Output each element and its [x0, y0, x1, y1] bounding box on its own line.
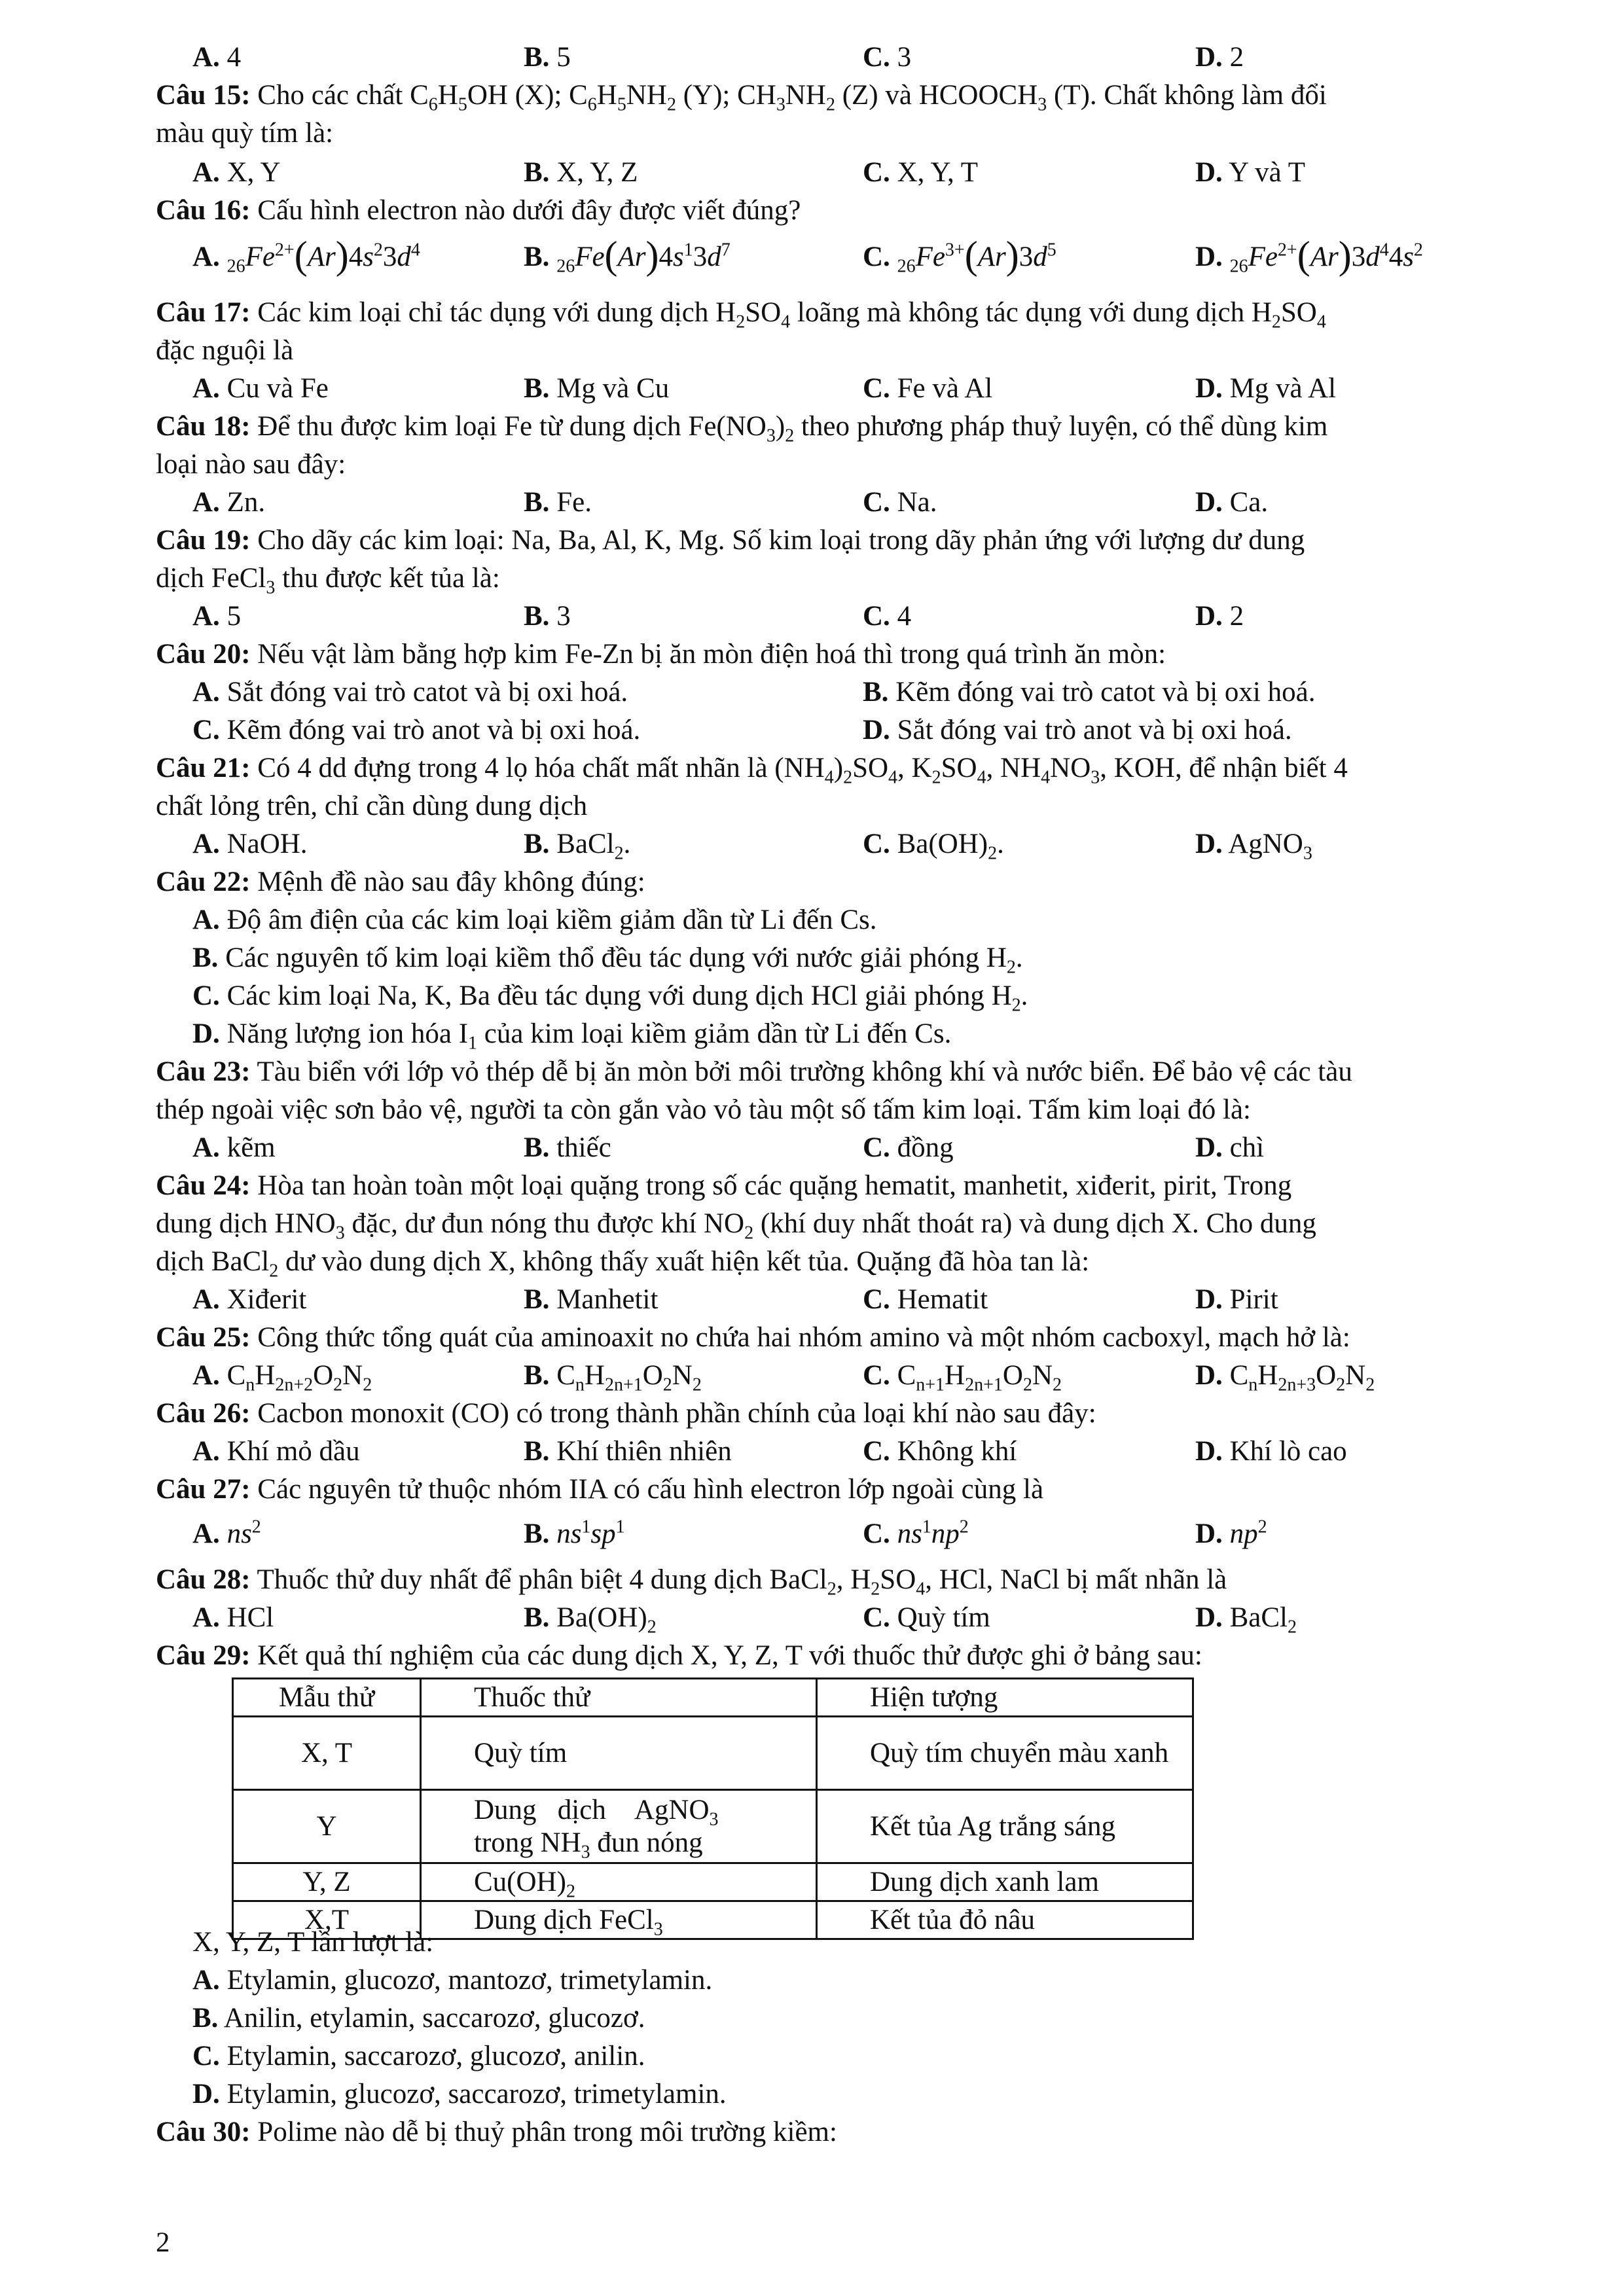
q21-option-b: B. BaCl$_2$. — [524, 829, 631, 864]
table-header: Thuốc thử — [421, 1679, 817, 1717]
q17-option-b: B. Mg và Cu — [524, 373, 670, 404]
q27-stem: Câu 27: Các nguyên tử thuộc nhóm IIA có cấu hình electron lớp ngoài cùng là — [156, 1474, 1044, 1505]
q16-stem: Câu 16: Cấu hình electron nào dưới đây được viết đúng? — [156, 195, 801, 226]
table-header: Mẫu thử — [233, 1679, 421, 1717]
q14-option-a: A. 4 — [192, 42, 242, 73]
q24-option-c: C. Hematit — [863, 1284, 988, 1315]
q25-option-b: B. $C_nH_{2n+1}O_2N_2$ — [524, 1360, 702, 1395]
q28-option-c: C. Quỳ tím — [863, 1602, 990, 1633]
q24-option-a: A. Xiđerit — [192, 1284, 307, 1315]
q14-option-b: B. 5 — [524, 42, 571, 73]
q17-option-a: A. Cu và Fe — [192, 373, 329, 404]
q28-option-d: D. BaCl$_2$ — [1195, 1602, 1297, 1638]
q26-stem: Câu 26: Cacbon monoxit (CO) có trong thành phần chính của loại khí nào sau đây: — [156, 1398, 1096, 1429]
q20-stem: Câu 20: Nếu vật làm bằng hợp kim Fe-Zn bị ăn mòn điện hoá thì trong quá trình ăn mòn: — [156, 639, 1166, 670]
table-row: Y Dung dịch AgNO$_3$ trong $NH_3$ đun nóng Kết tủa Ag trắng sáng — [233, 1790, 1193, 1863]
q28-option-a: A. HCl — [192, 1602, 274, 1633]
q21-stem-line2: chất lỏng trên, chỉ cần dùng dung dịch — [156, 791, 588, 821]
table-row: X, T Quỳ tím Quỳ tím chuyển màu xanh — [233, 1717, 1193, 1790]
q21-option-c: C. $Ba(OH)_2$. — [863, 829, 1004, 864]
q26-option-b: B. Khí thiên nhiên — [524, 1436, 732, 1467]
q15-option-c: C. X, Y, T — [863, 157, 979, 188]
q17-option-d: D. Mg và Al — [1195, 373, 1337, 404]
q29-table — [232, 1677, 1194, 1940]
q19-stem-line2: dịch FeCl$_3$ thu được kết tủa là: — [156, 563, 500, 598]
q24-option-d: D. Pirit — [1195, 1284, 1278, 1315]
q22-option-a: A. Độ âm điện của các kim loại kiềm giảm dần từ Li đến Cs. — [192, 905, 877, 935]
table-cell-reagent: Dung dịch FeCl$_3$ — [421, 1901, 817, 1939]
q27-option-c: C. $ns^1np^2$ — [863, 1516, 969, 1549]
q20-option-d: D. Sắt đóng vai trò anot và bị oxi hoá. — [863, 715, 1292, 745]
q24-stem-line3: dịch BaCl$_2$ dư vào dung dịch X, không thấy xuất hiện kết tủa. Quặng đã hòa tan là: — [156, 1246, 1090, 1282]
q25-option-a: A. $C_nH_{2n+2}O_2N_2$ — [192, 1360, 372, 1395]
q30-stem: Câu 30: Polime nào dễ bị thuỷ phân trong môi trường kiềm: — [156, 2117, 837, 2147]
table-row: Y, Z $Cu(OH)_2$ Dung dịch xanh lam — [233, 1863, 1193, 1901]
q15-option-d: D. Y và T — [1195, 157, 1306, 188]
q21-stem: Câu 21: Có 4 dd đựng trong 4 lọ hóa chất mất nhãn là $(NH_4)_2SO_4$, $K_2SO_4$, $NH_4NO_3$, KOH, để nhận biết 4 — [156, 753, 1348, 788]
table-header: Hiện tượng — [817, 1679, 1193, 1717]
q18-option-c: C. Na. — [863, 487, 937, 518]
q15-stem: Câu 15: Cho các chất $C_6H_5OH$ (X); $C_6H_5NH_2$ (Y); $CH_3NH_2$ (Z) và $HCOOCH_3$ (T). Chất không làm đổi — [156, 80, 1327, 115]
q22-option-b: B. Các nguyên tố kim loại kiềm thổ đều tác dụng với nước giải phóng $H_2$. — [192, 942, 1023, 978]
q29-option-d: D. Etylamin, glucozơ, saccarozơ, trimetylamin. — [192, 2079, 727, 2109]
q25-option-c: C. $C_{n+1}H_{2n+1}O_2N_2$ — [863, 1360, 1062, 1395]
q21-option-d: D. AgNO$_3$ — [1195, 829, 1312, 864]
q18-option-b: B. Fe. — [524, 487, 592, 518]
q29-option-b: B. Anilin, etylamin, saccarozơ, glucozơ. — [192, 2003, 645, 2034]
q27-option-d: D. $np^2$ — [1195, 1516, 1267, 1549]
table-cell-reagent: $Cu(OH)_2$ — [421, 1863, 817, 1901]
q20-option-b: B. Kẽm đóng vai trò catot và bị oxi hoá. — [863, 677, 1316, 708]
q25-stem: Câu 25: Công thức tổng quát của aminoaxit no chứa hai nhóm amino và một nhóm cacboxyl, mạch hở là: — [156, 1322, 1350, 1353]
q17-stem-line2: đặc nguội là — [156, 335, 294, 366]
q17-stem: Câu 17: Các kim loại chỉ tác dụng với dung dịch $H_2SO_4$ loãng mà không tác dụng với dung dịch $H_2SO_4$ — [156, 297, 1326, 332]
q16-option-a: A. $_{26}Fe^{2+}(Ar)4s^23d^4$ — [192, 234, 420, 277]
q16-option-b: B. $_{26}Fe(Ar)4s^13d^7$ — [524, 234, 731, 277]
q23-option-a: A. kẽm — [192, 1132, 276, 1163]
q24-stem-line2: dung dịch $HNO_3$ đặc, dư đun nóng thu được khí $NO_2$ (khí duy nhất thoát ra) và dung dịch X. Cho dung — [156, 1208, 1316, 1244]
q24-option-b: B. Manhetit — [524, 1284, 659, 1315]
q18-option-d: D. Ca. — [1195, 487, 1269, 518]
q18-stem-line2: loại nào sau đây: — [156, 449, 346, 480]
q24-stem: Câu 24: Hòa tan hoàn toàn một loại quặng trong số các quặng hematit, manhetit, xiđerit, pirit, Trong — [156, 1170, 1292, 1201]
q16-option-c: C. $_{26}Fe^{3+}(Ar)3d^5$ — [863, 234, 1056, 277]
q19-option-c: C. 4 — [863, 601, 912, 632]
q22-option-d: D. Năng lượng ion hóa $I_1$ của kim loại kiềm giảm dần từ Li đến Cs. — [192, 1018, 952, 1054]
table-cell-reagent: Dung dịch AgNO$_3$ trong $NH_3$ đun nóng — [421, 1790, 817, 1863]
q14-option-d: D. 2 — [1195, 42, 1244, 73]
q28-stem: Câu 28: Thuốc thử duy nhất để phân biệt 4 dung dịch BaCl$_2$, $H_2SO_4$, HCl, NaCl bị mất nhãn là — [156, 1564, 1227, 1600]
q20-option-a: A. Sắt đóng vai trò catot và bị oxi hoá. — [192, 677, 628, 708]
q29-option-c: C. Etylamin, saccarozơ, glucozơ, anilin. — [192, 2041, 645, 2072]
q16-option-d: D. $_{26}Fe^{2+}(Ar)3d^44s^2$ — [1195, 234, 1423, 277]
q26-option-d: D. Khí lò cao — [1195, 1436, 1347, 1467]
q26-option-a: A. Khí mỏ dầu — [192, 1436, 360, 1467]
q19-stem: Câu 19: Cho dãy các kim loại: Na, Ba, Al, K, Mg. Số kim loại trong dãy phản ứng với lượng dư dung — [156, 525, 1305, 556]
page-number: 2 — [156, 2227, 170, 2258]
q15-stem-line2: màu quỳ tím là: — [156, 118, 334, 149]
q29-stem: Câu 29: Kết quả thí nghiệm của các dung dịch X, Y, Z, T với thuốc thử được ghi ở bảng sau: — [156, 1640, 1202, 1671]
q15-option-a: A. X, Y — [192, 157, 281, 188]
q15-option-b: B. X, Y, Z — [524, 157, 638, 188]
q25-option-d: D. $C_nH_{2n+3}O_2N_2$ — [1195, 1360, 1375, 1395]
q19-option-d: D. 2 — [1195, 601, 1244, 632]
q28-option-b: B. $Ba(OH)_2$ — [524, 1602, 657, 1638]
q26-option-c: C. Không khí — [863, 1436, 1017, 1467]
q22-option-c: C. Các kim loại Na, K, Ba đều tác dụng với dung dịch HCl giải phóng $H_2$. — [192, 980, 1028, 1016]
table-row: X,T Dung dịch FeCl$_3$ Kết tủa đỏ nâu — [233, 1901, 1193, 1939]
q21-option-a: A. NaOH. — [192, 829, 308, 859]
q19-option-a: A. 5 — [192, 601, 242, 632]
q23-stem-line2: thép ngoài việc sơn bảo vệ, người ta còn gắn vào vỏ tàu một số tấm kim loại. Tấm kim loại đó là: — [156, 1094, 1251, 1125]
q22-stem: Câu 22: Mệnh đề nào sau đây không đúng: — [156, 867, 645, 897]
q19-option-b: B. 3 — [524, 601, 571, 632]
q20-option-c: C. Kẽm đóng vai trò anot và bị oxi hoá. — [192, 715, 641, 745]
q23-option-b: B. thiếc — [524, 1132, 611, 1163]
q27-option-a: A. $ns^2$ — [192, 1516, 261, 1549]
q29-option-a: A. Etylamin, glucozơ, mantozơ, trimetylamin. — [192, 1965, 713, 1996]
q23-option-d: D. chì — [1195, 1132, 1265, 1163]
q27-option-b: B. $ns^1sp^1$ — [524, 1516, 625, 1549]
q18-stem: Câu 18: Để thu được kim loại Fe từ dung dịch $Fe(NO_3)_2$ theo phương pháp thuỷ luyện, có thể dùng kim — [156, 411, 1328, 446]
q17-option-c: C. Fe và Al — [863, 373, 993, 404]
q29-question: X, Y, Z, T lần lượt là: — [192, 1927, 434, 1958]
q23-option-c: C. đồng — [863, 1132, 954, 1163]
q23-stem: Câu 23: Tàu biển với lớp vỏ thép dễ bị ăn mòn bởi môi trường không khí và nước biển. Để bảo vệ các tàu — [156, 1056, 1352, 1087]
q18-option-a: A. Zn. — [192, 487, 266, 518]
q14-option-c: C. 3 — [863, 42, 912, 73]
